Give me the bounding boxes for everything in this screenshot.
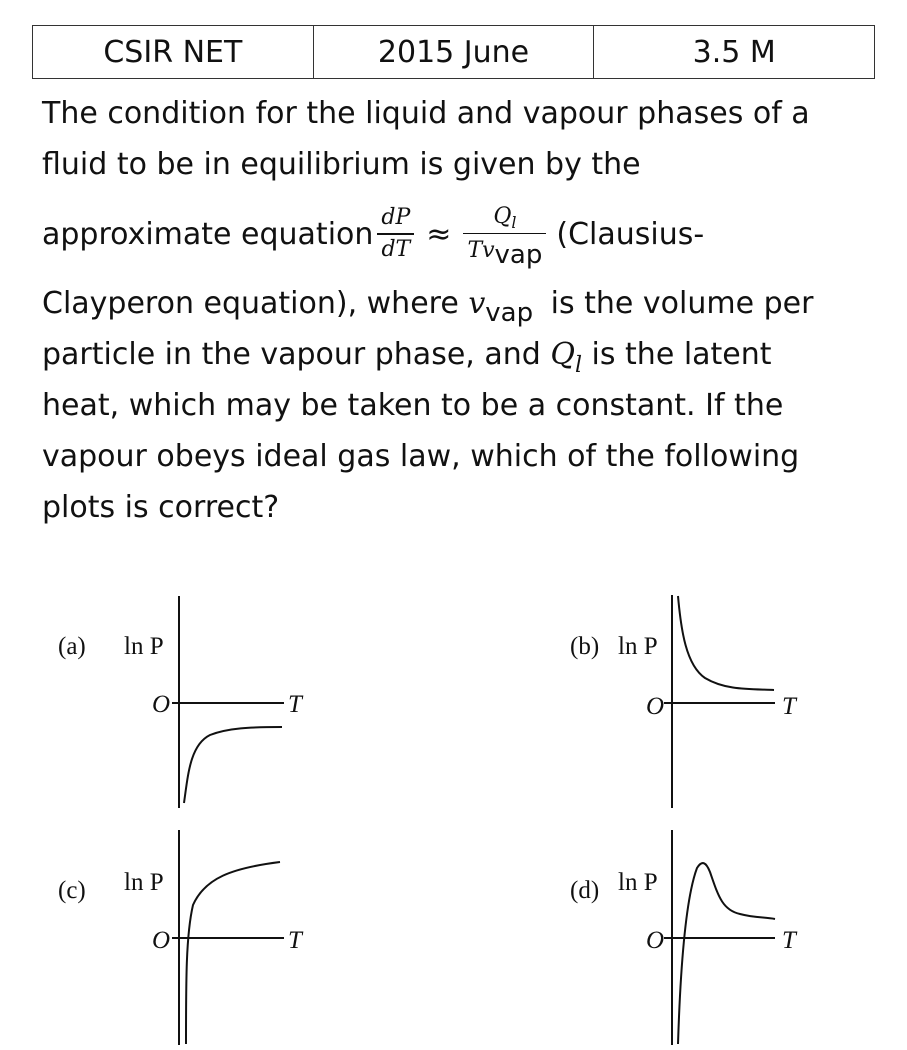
question-line-2: fluid to be in equilibrium is given by the bbox=[42, 147, 641, 182]
latent-heat-symbol-inline: Q bbox=[550, 337, 575, 372]
line5-prefix: particle in the vapour phase, and bbox=[42, 337, 541, 372]
option-d-xlabel: T bbox=[782, 927, 796, 954]
latent-heat-subscript-inline: l bbox=[574, 353, 582, 378]
question-line-8: plots is correct? bbox=[42, 490, 280, 525]
option-c-plot[interactable] bbox=[58, 830, 304, 1045]
denominator-variables: Tv bbox=[467, 238, 495, 264]
line5-suffix: is the latent bbox=[591, 337, 772, 372]
option-a-curve bbox=[184, 727, 282, 803]
option-c-label: (c) bbox=[58, 877, 86, 904]
approx-symbol: ≈ bbox=[426, 216, 452, 252]
equation-suffix: (Clausius- bbox=[556, 216, 705, 252]
exam-session: 2015 June bbox=[313, 26, 594, 78]
exam-name: CSIR NET bbox=[103, 34, 243, 70]
equation-prefix: approximate equation bbox=[42, 216, 374, 252]
option-b-plot[interactable] bbox=[570, 595, 798, 808]
option-c-ylabel: ln P bbox=[124, 869, 164, 896]
latent-heat-subscript: l bbox=[511, 212, 517, 232]
option-d-plot[interactable] bbox=[570, 830, 798, 1045]
option-c-xlabel: T bbox=[288, 927, 302, 954]
option-c-origin: O bbox=[152, 927, 171, 954]
question-line-7: vapour obeys ideal gas law, which of the following bbox=[42, 439, 800, 474]
option-d-origin: O bbox=[646, 927, 665, 954]
option-a-plot[interactable] bbox=[58, 596, 304, 808]
option-d-label: (d) bbox=[570, 877, 600, 904]
option-b-label: (b) bbox=[570, 633, 600, 660]
option-d-curve bbox=[678, 863, 775, 1044]
denominator-subscript: vap bbox=[494, 240, 543, 271]
vapour-volume-subscript: vap bbox=[485, 298, 534, 328]
latent-heat-symbol: Q bbox=[493, 203, 512, 229]
option-d-ylabel: ln P bbox=[618, 869, 658, 896]
equation-left-denominator: dT bbox=[381, 236, 411, 262]
equation-left-numerator: dP bbox=[381, 205, 411, 231]
option-b-curve bbox=[678, 596, 774, 690]
question-line-1: The condition for the liquid and vapour phases of a bbox=[42, 96, 810, 131]
question-line-6: heat, which may be taken to be a constant. If the bbox=[42, 388, 784, 423]
option-a-origin: O bbox=[152, 691, 171, 718]
option-c-curve bbox=[186, 862, 280, 1044]
option-a-xlabel: T bbox=[288, 691, 302, 718]
line4-suffix: is the volume per bbox=[550, 286, 814, 321]
line4-prefix: Clayperon equation), where bbox=[42, 286, 459, 321]
option-b-origin: O bbox=[646, 693, 665, 720]
option-a-label: (a) bbox=[58, 633, 86, 660]
option-a-ylabel: ln P bbox=[124, 633, 164, 660]
question-marks: 3.5 M bbox=[593, 26, 874, 78]
option-b-ylabel: ln P bbox=[618, 633, 658, 660]
vapour-volume-symbol: v bbox=[468, 286, 486, 321]
option-b-xlabel: T bbox=[782, 693, 796, 720]
